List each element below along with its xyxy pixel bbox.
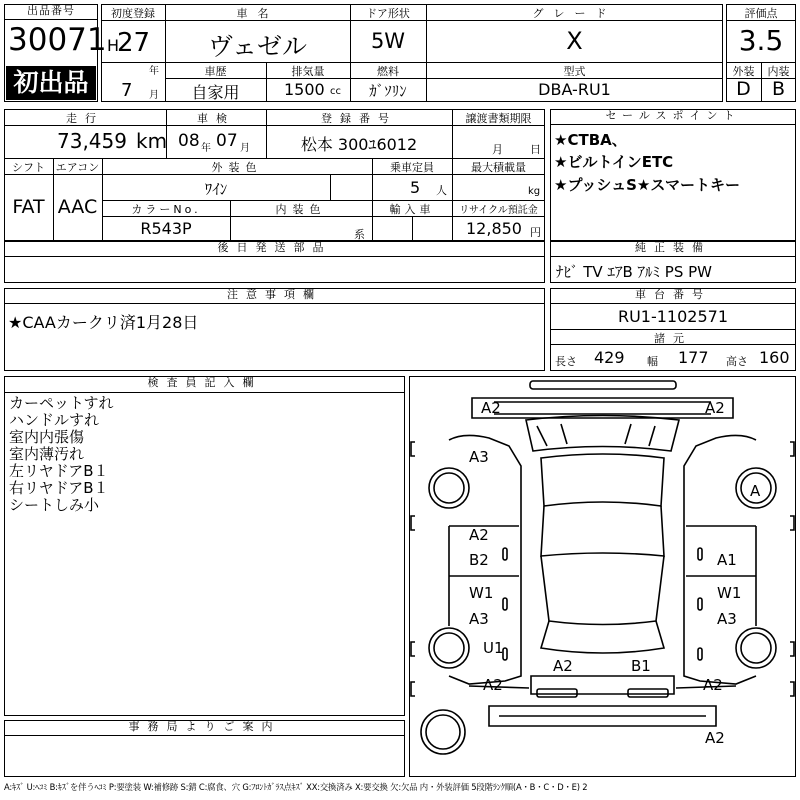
fuel-label: 燃料: [377, 65, 399, 78]
import-car-label: 輸入車: [389, 203, 435, 216]
inspector-line-6: 右リヤドアB１: [9, 479, 109, 497]
transfer-docs-label: 譲渡書類期限: [465, 112, 532, 125]
ext-color: ﾜｲﾝ: [204, 180, 228, 198]
mark-left-rear-door: A3: [469, 610, 489, 628]
mileage-unit: km: [136, 129, 168, 153]
displacement-unit: cc: [330, 86, 341, 97]
mark-front-right: A2: [705, 399, 725, 417]
inspector-line-1: カーペットすれ: [9, 394, 114, 412]
height: 160: [759, 348, 790, 367]
inspector-line-5: 左リヤドアB１: [9, 462, 109, 480]
first-reg-era: H: [107, 36, 120, 55]
lot-number: 30071: [8, 22, 107, 58]
first-reg-year: 27: [117, 28, 151, 58]
fuel: ｶﾞｿﾘﾝ: [369, 82, 407, 100]
mark-rear-bumper: A2: [705, 729, 725, 747]
length-label: 長さ: [555, 355, 577, 368]
mark-left-rear-door-w: W1: [469, 584, 494, 602]
displacement: 1500: [284, 80, 325, 99]
mark-front-left: A2: [481, 399, 501, 417]
mark-rear-center-right: B1: [631, 657, 651, 675]
aircon-label: エアコン: [55, 161, 100, 174]
inspector-label: 検査員記入欄: [4, 376, 405, 393]
sales-point-2: ★ビルトインETC: [554, 153, 674, 171]
mark-right-front-door: A1: [717, 551, 737, 569]
exterior-label: 外装: [732, 65, 755, 78]
door-label: ドア形状: [366, 7, 410, 20]
first-reg-year-unit: 年: [149, 66, 159, 77]
recycle-unit: 円: [530, 226, 541, 239]
max-load-unit: kg: [528, 186, 541, 197]
recycle-fee: 12,850: [466, 219, 522, 238]
notes-label: 注意事項欄: [4, 288, 545, 304]
mark-rear-center-left: A2: [553, 657, 573, 675]
inspector-line-4: 室内薄汚れ: [9, 445, 85, 463]
length: 429: [594, 348, 625, 367]
grade-label: グレード: [532, 7, 617, 20]
first-listing-badge: 初出品: [6, 66, 96, 100]
mark-right-front-wheel: A: [750, 482, 761, 500]
transfer-day-unit: 日: [530, 143, 541, 156]
capacity-unit: 人: [436, 184, 447, 197]
mark-right-rear-door-w: W1: [717, 584, 742, 602]
sales-point-1: ★CTBA、: [554, 131, 627, 149]
car-diagram: [409, 376, 796, 777]
inspector-line-2: ハンドルすれ: [9, 411, 100, 429]
first-reg-label: 初度登録: [111, 7, 155, 20]
equipment-label: 純正装備: [550, 241, 796, 257]
chassis-number: RU1-1102571: [617, 307, 729, 326]
interior-grade: B: [771, 78, 786, 100]
height-label: 高さ: [726, 355, 748, 368]
office-label: 事務局よりご案内: [4, 720, 405, 736]
interior-label: 内装: [767, 65, 790, 78]
inspector-line-3: 室内内張傷: [9, 428, 85, 446]
score-label: 評価点: [744, 7, 778, 20]
car-name: ヴェゼル: [207, 32, 307, 61]
equipment: ﾅﾋﾞ TV ｴｱB ｱﾙﾐ PS PW: [556, 263, 712, 281]
notes: ★CAAカークリ済1月28日: [8, 313, 199, 332]
registration-label: 登録番号: [321, 112, 397, 125]
color-no-label: カラーNo.: [131, 203, 201, 216]
sales-points-label: セールスポイント: [550, 109, 796, 125]
recycle-label: リサイクル預託金: [459, 205, 538, 216]
mark-left-front-door-b: B2: [469, 551, 489, 569]
chassis-label: 車台番号: [550, 288, 796, 304]
exterior-grade: D: [736, 78, 751, 100]
int-color-unit: 系: [354, 228, 365, 241]
mark-left-front-door: A2: [469, 526, 489, 544]
aircon: AAC: [57, 196, 98, 218]
history-label: 車歴: [204, 65, 227, 78]
mark-right-rear-door: A3: [717, 610, 737, 628]
lot-label: 出品番号: [4, 4, 98, 20]
ext-color-label: 外装色: [211, 161, 263, 174]
history: 自家用: [191, 83, 240, 102]
mark-rear-left: A2: [483, 676, 503, 694]
model-code-label: 型式: [563, 65, 586, 78]
inspection-month-unit: 月: [240, 143, 250, 154]
mark-rear-right: A2: [703, 676, 723, 694]
inspection-month: 07: [216, 131, 238, 151]
displacement-label: 排気量: [291, 65, 325, 78]
inspection-year-unit: 年: [201, 143, 211, 154]
shift-label: シフト: [12, 161, 45, 174]
registration-number: 松本 300ﾕ6012: [300, 135, 418, 154]
overall-score: 3.5: [738, 24, 784, 57]
capacity: 5: [410, 178, 421, 197]
shift: FAT: [12, 196, 45, 218]
int-color-label: 内装色: [275, 203, 327, 216]
mileage-label: 走行: [66, 112, 104, 125]
color-no: R543P: [140, 219, 192, 238]
car-name-label: 車名: [236, 7, 279, 20]
mileage: 73,459: [57, 129, 127, 153]
dimensions-label: 諸元: [654, 332, 692, 345]
legend: A:ｷｽﾞ U:ﾍｺﾐ B:ｷｽﾞを伴うﾍｺﾐ P:要塗装 W:補修跡 S:錆 C:腐食、穴 G:ﾌﾛﾝﾄｶﾞﾗｽ点ｷｽﾞ XX:交換済み X:要交換 欠:欠品 内・外装評価 5段階ﾗﾝｸ順(A・B・C・D・E) 2: [4, 782, 588, 792]
inspector-line-7: シートしみ小: [9, 496, 100, 514]
door-type: 5W: [370, 29, 406, 53]
capacity-label: 乗車定員: [390, 161, 434, 174]
inspection-label: 車検: [197, 112, 235, 125]
first-reg-month-unit: 月: [149, 90, 159, 101]
width-label: 幅: [647, 355, 658, 368]
mark-left-quarter: U1: [483, 639, 504, 657]
first-reg-month: 7: [121, 80, 133, 101]
inspector-notes: [9, 395, 114, 514]
sales-point-3: ★プッシュS★スマートキー: [554, 176, 741, 194]
later-parts-label: 後日発送部品: [4, 241, 545, 257]
mark-left-fender: A3: [469, 448, 489, 466]
transfer-month-unit: 月: [492, 143, 503, 156]
model-code: DBA-RU1: [538, 80, 611, 99]
max-load-label: 最大積載量: [471, 161, 526, 174]
grade: X: [566, 27, 583, 55]
inspection-year: 08: [178, 131, 200, 151]
width: 177: [678, 348, 709, 367]
